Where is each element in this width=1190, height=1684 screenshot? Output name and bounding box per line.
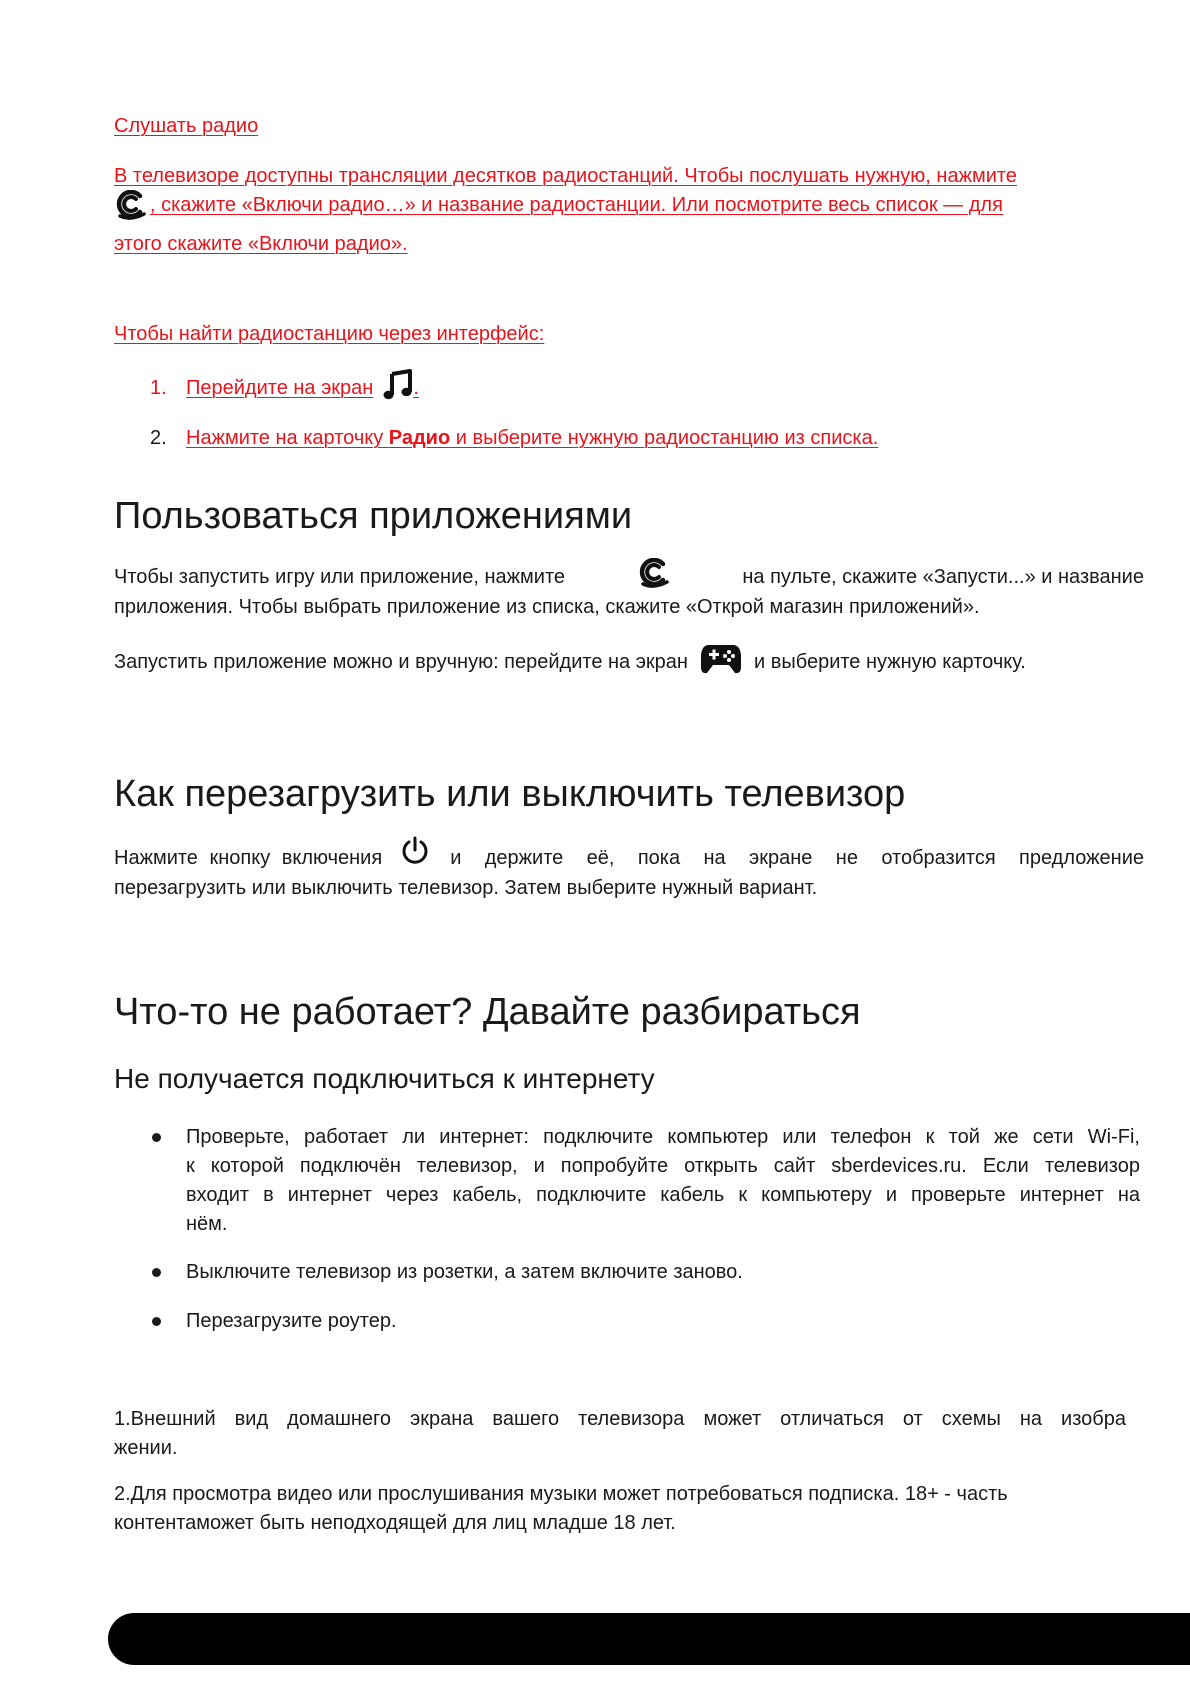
apps-para1-part2: на пульте, скажите «Запусти...» и название: [742, 566, 1144, 588]
apps-para2-part1: Запустить приложение можно и вручную: перейдите на экран: [114, 651, 688, 673]
power-para-line1: [114, 844, 1144, 873]
radio-interface-intro[interactable]: Чтобы найти радиостанцию через интерфейс:: [114, 323, 545, 345]
trouble-subtitle: Не получается подключиться к интернету: [114, 1063, 655, 1094]
note-1-line2: жении.: [114, 1437, 178, 1459]
bullet-dot: [152, 1133, 161, 1142]
step-2-number: 2.: [150, 427, 167, 449]
bullet-1-line4: нём.: [186, 1213, 228, 1235]
bullet-dot: [152, 1317, 161, 1326]
step-2[interactable]: [186, 424, 878, 453]
apps-title: Пользоваться приложениями: [114, 495, 633, 537]
step-1[interactable]: [186, 366, 419, 403]
radio-para-line2-row: [114, 190, 1140, 220]
step-1-number: 1.: [150, 377, 167, 399]
step-2-text-before: Нажмите на карточку: [186, 427, 389, 449]
bullet-1-line2: к которой подключён телевизор, и попробуйте открыть сайт sberdevices.ru. Если телевизор: [186, 1155, 1140, 1177]
step-1-text[interactable]: Перейдите на экран: [186, 377, 374, 399]
step-2-bold: Радио: [388, 427, 451, 449]
note-1-line1: 1.Внешний вид домашнего экрана вашего телевизора может отличаться от схемы на изобра: [114, 1408, 1126, 1430]
trouble-title: Что-то не работает? Давайте разбираться: [114, 991, 861, 1033]
power-title: Как перезагрузить или выключить телевизор: [114, 773, 906, 815]
gamepad-icon: [700, 643, 742, 675]
radio-heading[interactable]: Слушать радио: [114, 115, 259, 137]
note-2-line1: 2.Для просмотра видео или прослушивания музыки может потребоваться подписка. 18+ - часть: [114, 1483, 1008, 1505]
step-1-period: .: [413, 377, 419, 399]
bullet-3-text: Перезагрузите роутер.: [186, 1310, 397, 1332]
apps-para1-line1: [114, 563, 1144, 592]
apps-para1-line2: приложения. Чтобы выбрать приложение из списка, скажите «Открой магазин приложений».: [114, 596, 980, 618]
assistant-icon: [114, 190, 148, 220]
note-2-line2: контентаможет быть неподходящей для лиц младше 18 лет.: [114, 1512, 676, 1534]
power-icon: [400, 836, 430, 866]
bullet-dot: [152, 1268, 161, 1277]
bullet-2-text: Выключите телевизор из розетки, а затем включите заново.: [186, 1261, 743, 1283]
power-para-part2: и держите её, пока на экране не отобразится предложение: [450, 847, 1144, 869]
apps-para2-part2: и выберите нужную карточку.: [753, 651, 1026, 673]
step-2-text-after: и выберите нужную радиостанцию из списка.: [450, 427, 879, 449]
assistant-icon: [637, 558, 671, 588]
power-para-line2: перезагрузить или выключить телевизор. Затем выберите нужный вариант.: [114, 877, 818, 899]
power-para-part1: Нажмите кнопку включения: [114, 847, 383, 869]
radio-para-line2[interactable]: , скажите «Включи радио…» и название радиостанции. Или посмотрите весь список — для: [150, 193, 1003, 216]
apps-para1-part1: Чтобы запустить игру или приложение, нажмите: [114, 566, 566, 588]
radio-para-line1[interactable]: В телевизоре доступны трансляции десятков радиостанций. Чтобы послушать нужную, нажмите: [114, 165, 1017, 187]
bullet-1-line1: Проверьте, работает ли интернет: подключите компьютер или телефон к той же сети Wi-Fi,: [186, 1126, 1140, 1148]
radio-para-line3[interactable]: этого скажите «Включи радио».: [114, 233, 408, 255]
footer-bar: [108, 1613, 1190, 1665]
music-note-icon: [383, 369, 413, 401]
apps-para2: [114, 648, 1026, 677]
bullet-1-line3: входит в интернет через кабель, подключите кабель к компьютеру и проверьте интернет на: [186, 1184, 1140, 1206]
